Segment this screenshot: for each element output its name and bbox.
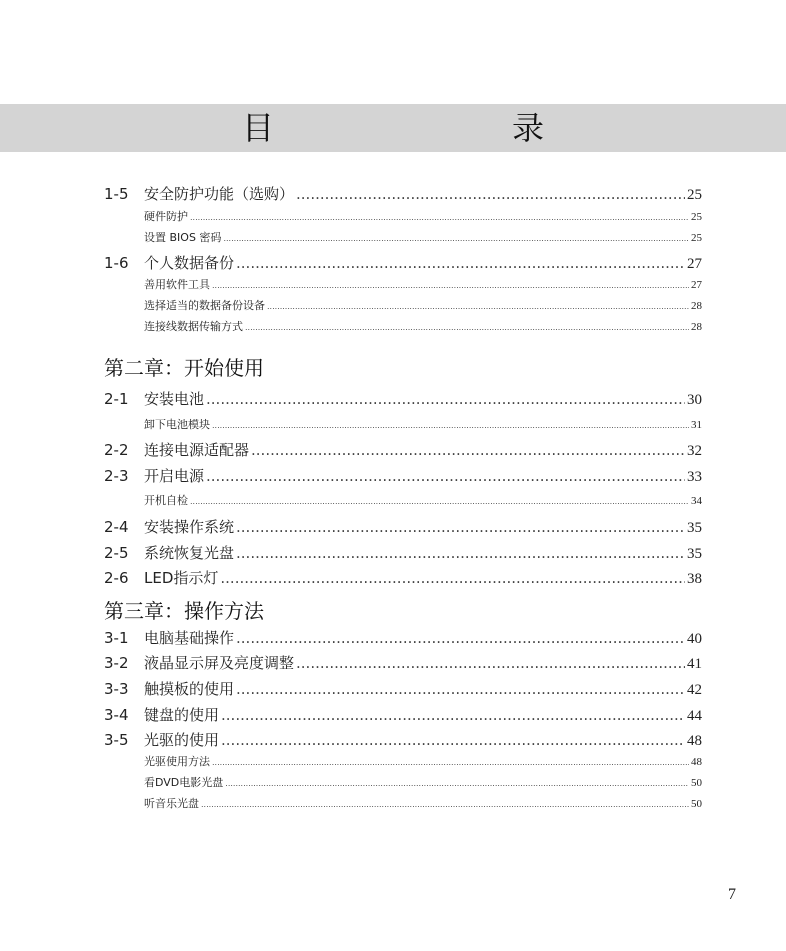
entry-number: 2-4 [104, 518, 129, 536]
entry-number: 3-5 [104, 731, 129, 749]
entry-label: 光驱的使用 [144, 731, 220, 749]
toc-subentry[interactable] [104, 276, 702, 291]
toc-entry[interactable] [104, 704, 702, 724]
toc-subentry[interactable] [104, 229, 702, 244]
entry-label: 善用软件工具 [144, 278, 210, 291]
toc-subentry[interactable] [104, 297, 702, 312]
entry-label: 光驱使用方法 [144, 755, 210, 768]
entry-label: 个人数据备份 [144, 254, 235, 272]
toc-entry[interactable] [104, 516, 702, 536]
dot-leader [236, 680, 685, 698]
dot-leader [190, 213, 689, 222]
dot-leader [220, 569, 685, 587]
entry-label: 键盘的使用 [144, 706, 220, 724]
entry-label: 听音乐光盘 [144, 797, 199, 810]
toc-entry[interactable] [104, 465, 702, 485]
entry-label: 液晶显示屏及亮度调整 [144, 654, 295, 672]
entry-page: 33 [687, 469, 702, 485]
dot-leader [267, 302, 689, 311]
entry-page: 40 [687, 631, 702, 647]
entry-number: 3-3 [104, 680, 129, 698]
dot-leader [236, 544, 685, 562]
entry-number: 2-5 [104, 544, 129, 562]
entry-page: 38 [687, 571, 702, 587]
dot-leader [245, 323, 689, 332]
entry-label: 开启电源 [144, 467, 205, 485]
toc-subentry[interactable] [104, 774, 702, 789]
dot-leader [223, 234, 689, 243]
entry-page: 28 [691, 321, 702, 333]
entry-label: 系统恢复光盘 [144, 544, 235, 562]
dot-leader [201, 800, 689, 809]
dot-leader [221, 731, 685, 749]
entry-label: 选择适当的数据备份设备 [144, 299, 265, 312]
entry-page: 25 [691, 211, 702, 223]
toc-entry[interactable] [104, 252, 702, 272]
toc-entry[interactable] [104, 183, 702, 203]
dot-leader [206, 390, 685, 408]
entry-number: 3-4 [104, 706, 129, 724]
toc-entry[interactable] [104, 627, 702, 647]
entry-page: 27 [691, 279, 702, 291]
toc-entry[interactable] [104, 542, 702, 562]
entry-number: 2-2 [104, 441, 129, 459]
dot-leader [221, 706, 685, 724]
entry-label: 电脑基础操作 [144, 629, 235, 647]
entry-page: 30 [687, 392, 702, 408]
entry-page: 50 [691, 777, 702, 789]
entry-label: 触摸板的使用 [144, 680, 235, 698]
entry-label: 安装操作系统 [144, 518, 235, 536]
toc-entry[interactable] [104, 678, 702, 698]
entry-label: 安装电池 [144, 390, 205, 408]
page-title: 目 录 [241, 109, 602, 147]
entry-page: 31 [691, 419, 702, 431]
toc-subentry[interactable] [104, 318, 702, 333]
entry-number: 3-2 [104, 654, 129, 672]
entry-number: 1-6 [104, 254, 129, 272]
entry-label: LED指示灯 [144, 569, 219, 587]
entry-number: 2-3 [104, 467, 129, 485]
entry-page: 34 [691, 495, 702, 507]
entry-label: 连接线数据传输方式 [144, 320, 243, 333]
dot-leader [225, 779, 689, 788]
entry-number: 1-5 [104, 185, 129, 203]
entry-number: 3-1 [104, 629, 129, 647]
toc-entry[interactable] [104, 388, 702, 408]
entry-page: 35 [687, 520, 702, 536]
entry-label: 硬件防护 [144, 210, 188, 223]
entry-label: 开机自检 [144, 494, 188, 507]
chapter-heading[interactable]: 第三章：操作方法 [104, 599, 264, 623]
toc-subentry[interactable] [104, 753, 702, 768]
dot-leader [296, 185, 685, 203]
dot-leader [190, 497, 689, 506]
entry-number: 2-6 [104, 569, 129, 587]
dot-leader [251, 441, 685, 459]
toc-entry[interactable] [104, 439, 702, 459]
dot-leader [212, 421, 689, 430]
entry-page: 48 [687, 733, 702, 749]
toc-subentry[interactable] [104, 208, 702, 223]
entry-page: 25 [687, 187, 702, 203]
entry-label: 卸下电池模块 [144, 418, 210, 431]
toc-entry[interactable] [104, 652, 702, 672]
entry-page: 42 [687, 682, 702, 698]
entry-label: 看DVD电影光盘 [144, 776, 224, 789]
page-number: 7 [728, 886, 736, 903]
toc-entry[interactable] [104, 729, 702, 749]
chapter-heading[interactable]: 第二章：开始使用 [104, 356, 264, 380]
entry-page: 48 [691, 756, 702, 768]
toc-subentry[interactable] [104, 416, 702, 431]
entry-label: 设置 BIOS 密码 [144, 231, 222, 244]
entry-page: 44 [687, 708, 702, 724]
entry-page: 50 [691, 798, 702, 810]
toc-entry[interactable] [104, 567, 702, 587]
toc-subentry[interactable] [104, 795, 702, 810]
dot-leader [212, 758, 689, 767]
toc-subentry[interactable] [104, 492, 702, 507]
dot-leader [296, 654, 685, 672]
entry-page: 41 [687, 656, 702, 672]
entry-page: 28 [691, 300, 702, 312]
dot-leader [206, 467, 685, 485]
entry-label: 连接电源适配器 [144, 441, 250, 459]
entry-page: 27 [687, 256, 702, 272]
dot-leader [236, 518, 685, 536]
dot-leader [236, 629, 685, 647]
entry-page: 25 [691, 232, 702, 244]
dot-leader [236, 254, 685, 272]
entry-page: 32 [687, 443, 702, 459]
entry-page: 35 [687, 546, 702, 562]
entry-number: 2-1 [104, 390, 129, 408]
dot-leader [212, 281, 689, 290]
entry-label: 安全防护功能（选购） [144, 185, 295, 203]
